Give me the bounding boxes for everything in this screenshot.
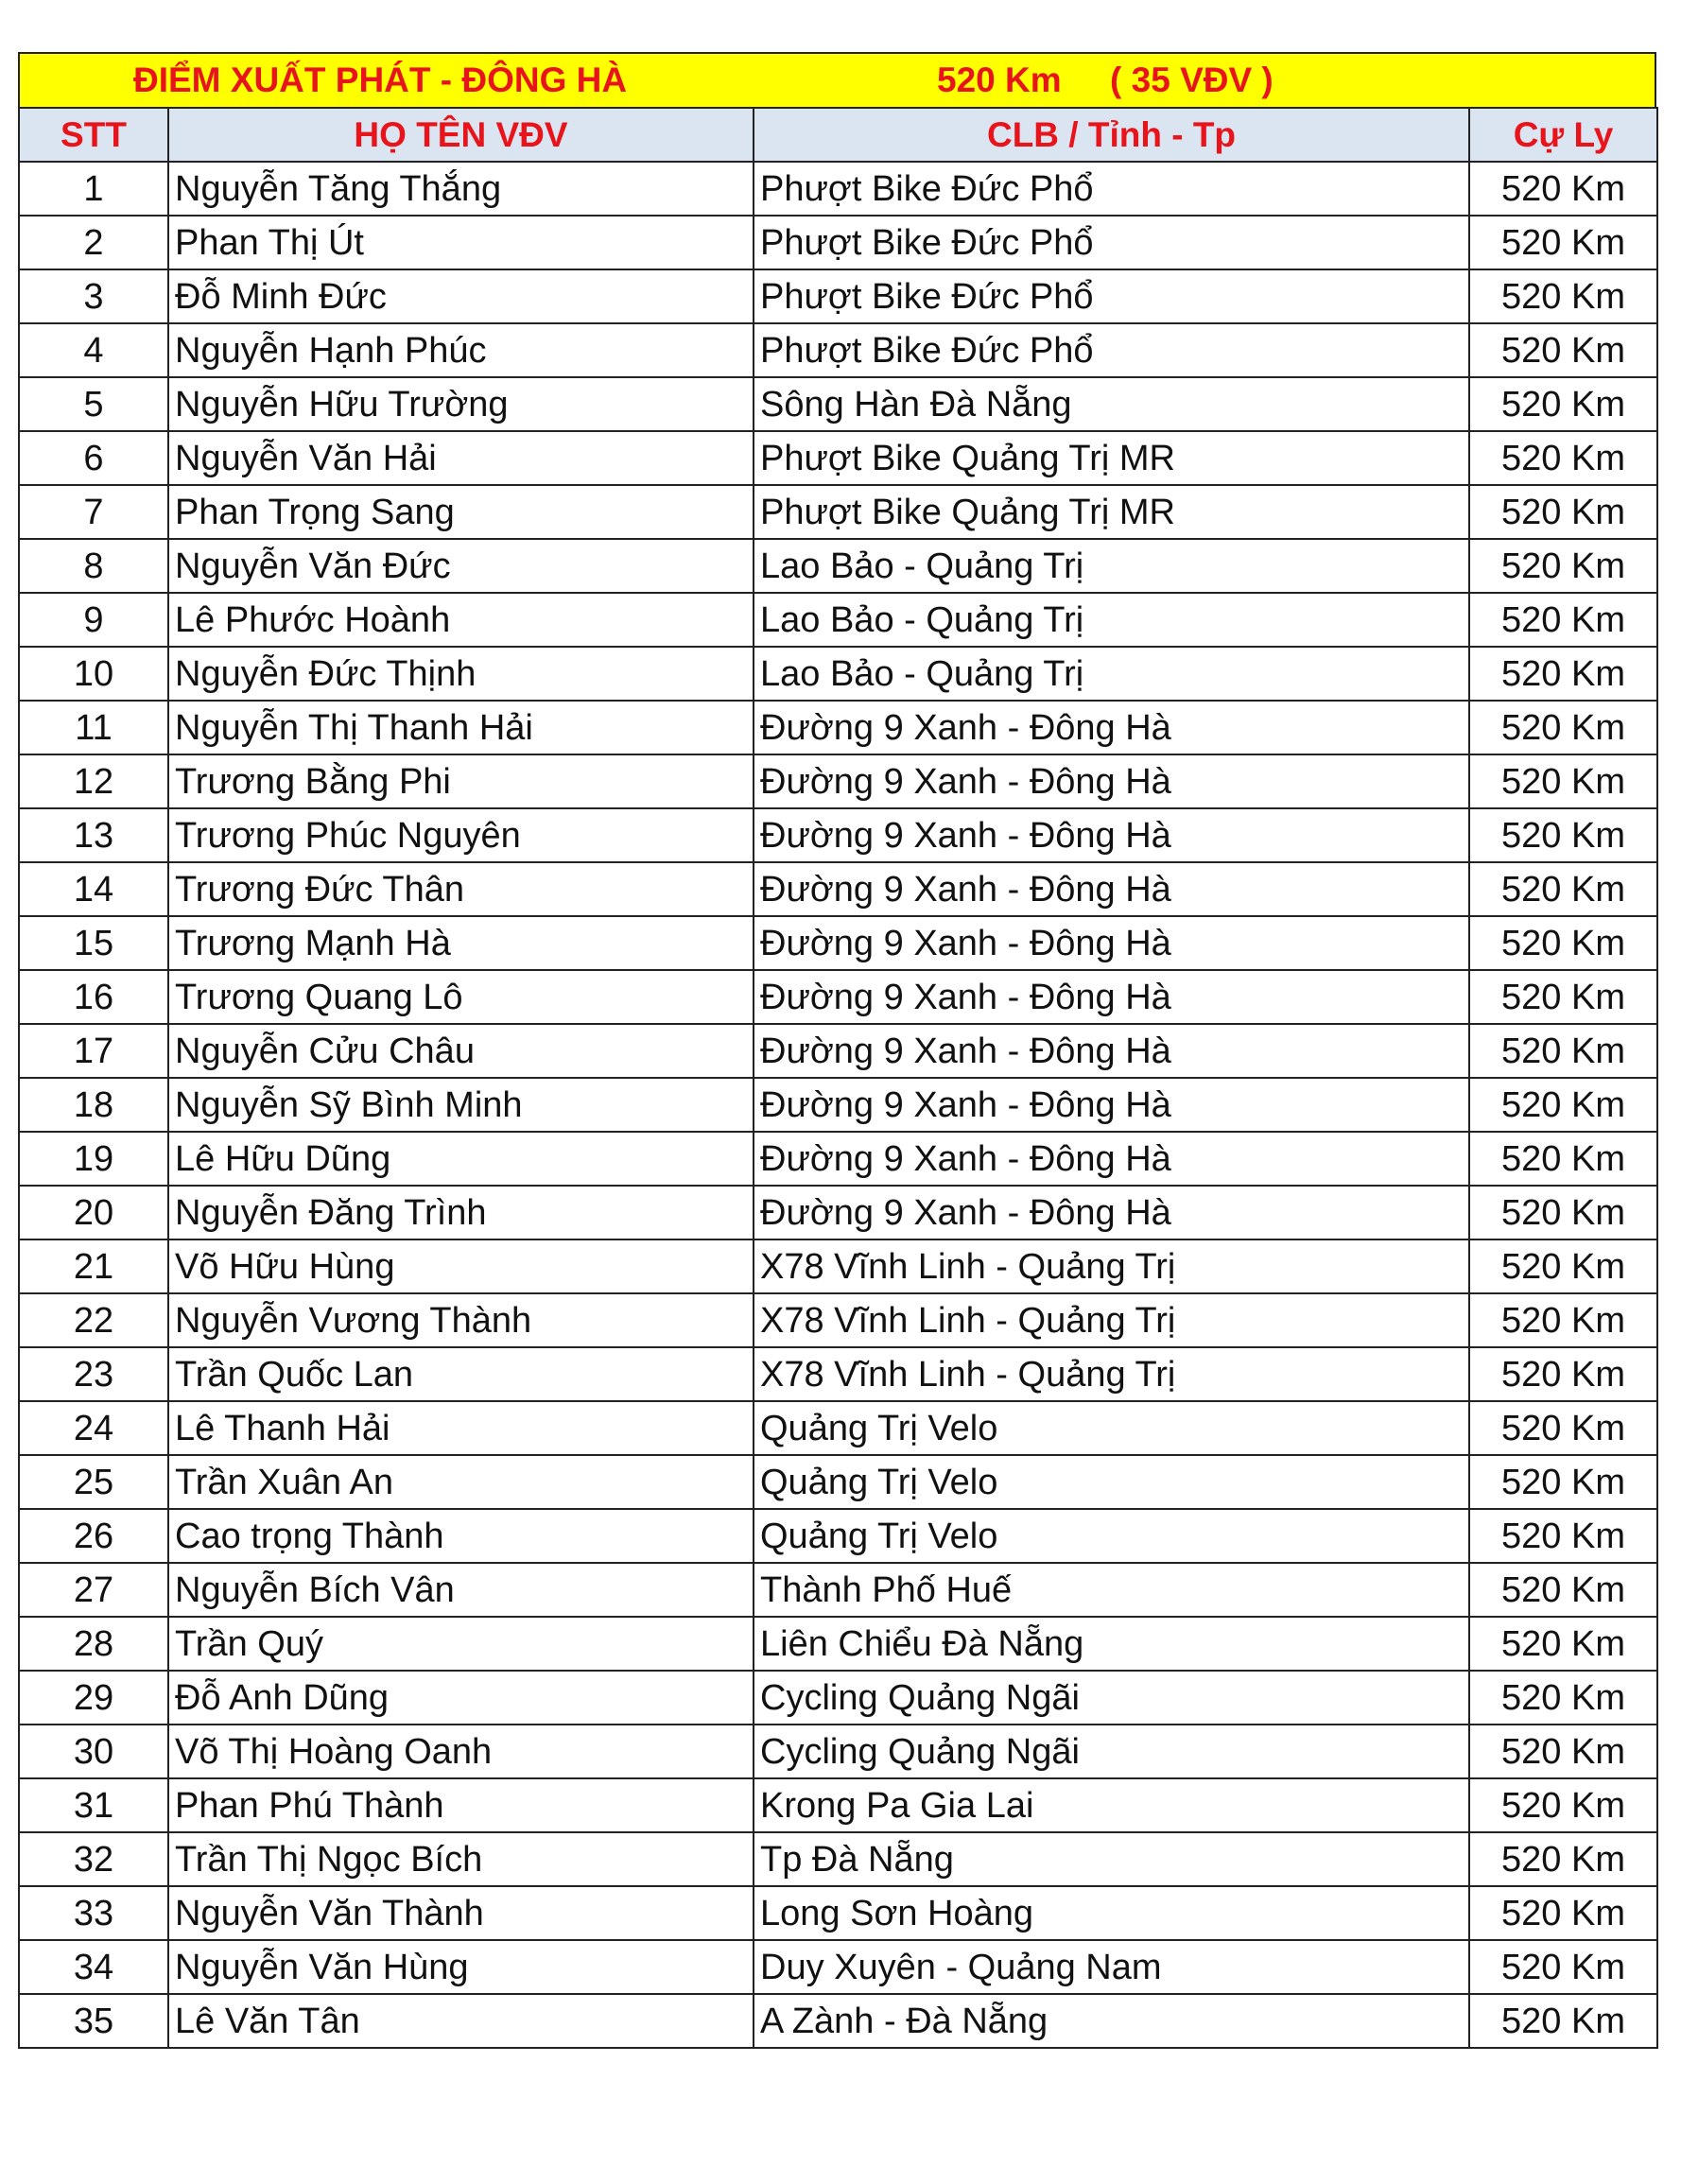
club-name: Đường 9 Xanh - Đông Hà — [754, 808, 1469, 862]
row-stt: 27 — [19, 1563, 168, 1617]
athlete-name: Đỗ Minh Đức — [168, 269, 754, 323]
table-row — [19, 323, 1657, 377]
header-athlete-name: HỌ TÊN VĐV — [168, 108, 754, 162]
club-name: Đường 9 Xanh - Đông Hà — [754, 862, 1469, 916]
athlete-name: Trương Phúc Nguyên — [168, 808, 754, 862]
distance-cell: 520 Km — [1469, 1186, 1657, 1239]
row-stt: 35 — [19, 1994, 168, 2048]
table-row — [19, 970, 1657, 1024]
distance-cell: 520 Km — [1469, 216, 1657, 269]
row-stt: 10 — [19, 647, 168, 701]
distance-cell: 520 Km — [1469, 1671, 1657, 1725]
row-stt: 22 — [19, 1293, 168, 1347]
distance-cell: 520 Km — [1469, 485, 1657, 539]
athlete-name: Phan Phú Thành — [168, 1778, 754, 1832]
row-stt: 32 — [19, 1832, 168, 1886]
distance-cell: 520 Km — [1469, 1994, 1657, 2048]
row-stt: 2 — [19, 216, 168, 269]
club-name: X78 Vĩnh Linh - Quảng Trị — [754, 1239, 1469, 1293]
athlete-name: Võ Thị Hoàng Oanh — [168, 1725, 754, 1778]
club-name: Duy Xuyên - Quảng Nam — [754, 1940, 1469, 1994]
table-row — [19, 162, 1657, 216]
row-stt: 6 — [19, 431, 168, 485]
distance-cell: 520 Km — [1469, 431, 1657, 485]
distance-cell: 520 Km — [1469, 916, 1657, 970]
distance-cell: 520 Km — [1469, 1832, 1657, 1886]
row-stt: 3 — [19, 269, 168, 323]
distance-cell: 520 Km — [1469, 539, 1657, 593]
athlete-name: Lê Thanh Hải — [168, 1401, 754, 1455]
distance-cell: 520 Km — [1469, 377, 1657, 431]
athlete-name: Trương Quang Lô — [168, 970, 754, 1024]
distance-cell: 520 Km — [1469, 1401, 1657, 1455]
athlete-name: Đỗ Anh Dũng — [168, 1671, 754, 1725]
table-row — [19, 647, 1657, 701]
distance-cell: 520 Km — [1469, 1563, 1657, 1617]
distance-cell: 520 Km — [1469, 1617, 1657, 1671]
athlete-name: Lê Văn Tân — [168, 1994, 754, 2048]
club-name: Cycling Quảng Ngãi — [754, 1671, 1469, 1725]
athlete-name: Trần Quý — [168, 1617, 754, 1671]
distance-cell: 520 Km — [1469, 323, 1657, 377]
club-name: Phượt Bike Đức Phổ — [754, 216, 1469, 269]
athlete-name: Nguyễn Tăng Thắng — [168, 162, 754, 216]
club-name: Quảng Trị Velo — [754, 1455, 1469, 1509]
header-stt: STT — [19, 108, 168, 162]
row-stt: 16 — [19, 970, 168, 1024]
club-name: Đường 9 Xanh - Đông Hà — [754, 1078, 1469, 1132]
table-row — [19, 1239, 1657, 1293]
distance-info-title: 520 Km ( 35 VĐV ) — [937, 61, 1274, 99]
distance-cell: 520 Km — [1469, 593, 1657, 647]
distance-cell: 520 Km — [1469, 1509, 1657, 1563]
table-body — [19, 162, 1657, 2048]
table-row — [19, 1024, 1657, 1078]
distance-cell: 520 Km — [1469, 269, 1657, 323]
table-row — [19, 701, 1657, 754]
club-name: Phượt Bike Đức Phổ — [754, 269, 1469, 323]
row-stt: 9 — [19, 593, 168, 647]
club-name: Đường 9 Xanh - Đông Hà — [754, 1024, 1469, 1078]
table-row — [19, 1886, 1657, 1940]
header-club: CLB / Tỉnh - Tp — [754, 108, 1469, 162]
row-stt: 4 — [19, 323, 168, 377]
table-row — [19, 1455, 1657, 1509]
table-row — [19, 1671, 1657, 1725]
club-name: Phượt Bike Đức Phổ — [754, 323, 1469, 377]
row-stt: 23 — [19, 1347, 168, 1401]
athlete-name: Nguyễn Bích Vân — [168, 1563, 754, 1617]
table-row — [19, 1778, 1657, 1832]
club-name: Phượt Bike Quảng Trị MR — [754, 485, 1469, 539]
athlete-name: Nguyễn Đức Thịnh — [168, 647, 754, 701]
row-stt: 20 — [19, 1186, 168, 1239]
club-name: Quảng Trị Velo — [754, 1509, 1469, 1563]
distance-cell: 520 Km — [1469, 1347, 1657, 1401]
start-point-title: ĐIỂM XUẤT PHÁT - ĐÔNG HÀ — [133, 61, 628, 99]
club-name: Đường 9 Xanh - Đông Hà — [754, 1186, 1469, 1239]
table-row — [19, 1725, 1657, 1778]
table-row — [19, 485, 1657, 539]
distance-cell: 520 Km — [1469, 1078, 1657, 1132]
distance-cell: 520 Km — [1469, 701, 1657, 754]
distance-cell: 520 Km — [1469, 862, 1657, 916]
row-stt: 29 — [19, 1671, 168, 1725]
athlete-name: Nguyễn Sỹ Bình Minh — [168, 1078, 754, 1132]
table-row — [19, 1347, 1657, 1401]
table-row — [19, 1940, 1657, 1994]
row-stt: 5 — [19, 377, 168, 431]
distance-cell: 520 Km — [1469, 808, 1657, 862]
club-name: Đường 9 Xanh - Đông Hà — [754, 754, 1469, 808]
table-row — [19, 916, 1657, 970]
distance-cell: 520 Km — [1469, 1024, 1657, 1078]
row-stt: 31 — [19, 1778, 168, 1832]
row-stt: 30 — [19, 1725, 168, 1778]
distance-cell: 520 Km — [1469, 1940, 1657, 1994]
athlete-name: Nguyễn Cửu Châu — [168, 1024, 754, 1078]
table-row — [19, 216, 1657, 269]
row-stt: 13 — [19, 808, 168, 862]
row-stt: 18 — [19, 1078, 168, 1132]
club-name: Lao Bảo - Quảng Trị — [754, 647, 1469, 701]
row-stt: 1 — [19, 162, 168, 216]
athlete-name: Nguyễn Văn Thành — [168, 1886, 754, 1940]
header-distance: Cự Ly — [1469, 108, 1657, 162]
distance-cell: 520 Km — [1469, 1725, 1657, 1778]
table-row — [19, 1994, 1657, 2048]
distance-cell: 520 Km — [1469, 1455, 1657, 1509]
athlete-name: Trương Bằng Phi — [168, 754, 754, 808]
athlete-name: Nguyễn Văn Hải — [168, 431, 754, 485]
athlete-name: Nguyễn Hạnh Phúc — [168, 323, 754, 377]
table-row — [19, 269, 1657, 323]
table-row — [19, 1401, 1657, 1455]
club-name: X78 Vĩnh Linh - Quảng Trị — [754, 1347, 1469, 1401]
row-stt: 21 — [19, 1239, 168, 1293]
club-name: Phượt Bike Quảng Trị MR — [754, 431, 1469, 485]
club-name: Đường 9 Xanh - Đông Hà — [754, 1132, 1469, 1186]
title-bar — [18, 52, 1656, 107]
row-stt: 28 — [19, 1617, 168, 1671]
club-name: Tp Đà Nẵng — [754, 1832, 1469, 1886]
athlete-name: Trần Xuân An — [168, 1455, 754, 1509]
athlete-name: Nguyễn Thị Thanh Hải — [168, 701, 754, 754]
club-name: Sông Hàn Đà Nẵng — [754, 377, 1469, 431]
distance-cell: 520 Km — [1469, 1239, 1657, 1293]
table-row — [19, 1563, 1657, 1617]
row-stt: 11 — [19, 701, 168, 754]
athlete-name: Trần Thị Ngọc Bích — [168, 1832, 754, 1886]
distance-cell: 520 Km — [1469, 647, 1657, 701]
table-row — [19, 862, 1657, 916]
athlete-name: Nguyễn Vương Thành — [168, 1293, 754, 1347]
club-name: Đường 9 Xanh - Đông Hà — [754, 916, 1469, 970]
athlete-name: Trương Đức Thân — [168, 862, 754, 916]
athlete-name: Lê Hữu Dũng — [168, 1132, 754, 1186]
table-row — [19, 808, 1657, 862]
row-stt: 12 — [19, 754, 168, 808]
club-name: Cycling Quảng Ngãi — [754, 1725, 1469, 1778]
roster-sheet — [18, 52, 1656, 2049]
row-stt: 33 — [19, 1886, 168, 1940]
club-name: Đường 9 Xanh - Đông Hà — [754, 701, 1469, 754]
club-name: A Zành - Đà Nẵng — [754, 1994, 1469, 2048]
distance-cell: 520 Km — [1469, 970, 1657, 1024]
table-row — [19, 1132, 1657, 1186]
header-row — [19, 108, 1657, 162]
row-stt: 25 — [19, 1455, 168, 1509]
row-stt: 14 — [19, 862, 168, 916]
row-stt: 17 — [19, 1024, 168, 1078]
row-stt: 24 — [19, 1401, 168, 1455]
club-name: Đường 9 Xanh - Đông Hà — [754, 970, 1469, 1024]
athlete-name: Trần Quốc Lan — [168, 1347, 754, 1401]
table-row — [19, 431, 1657, 485]
athlete-name: Trương Mạnh Hà — [168, 916, 754, 970]
distance-cell: 520 Km — [1469, 1132, 1657, 1186]
table-row — [19, 1078, 1657, 1132]
table-row — [19, 593, 1657, 647]
club-name: Lao Bảo - Quảng Trị — [754, 593, 1469, 647]
distance-cell: 520 Km — [1469, 162, 1657, 216]
club-name: Lao Bảo - Quảng Trị — [754, 539, 1469, 593]
athlete-name: Nguyễn Hữu Trường — [168, 377, 754, 431]
row-stt: 7 — [19, 485, 168, 539]
athlete-name: Cao trọng Thành — [168, 1509, 754, 1563]
table-row — [19, 1617, 1657, 1671]
table-row — [19, 1293, 1657, 1347]
athlete-name: Nguyễn Đăng Trình — [168, 1186, 754, 1239]
club-name: Quảng Trị Velo — [754, 1401, 1469, 1455]
distance-cell: 520 Km — [1469, 1293, 1657, 1347]
table-row — [19, 1509, 1657, 1563]
club-name: Thành Phố Huế — [754, 1563, 1469, 1617]
row-stt: 34 — [19, 1940, 168, 1994]
row-stt: 8 — [19, 539, 168, 593]
athlete-name: Nguyễn Văn Đức — [168, 539, 754, 593]
athlete-name: Võ Hữu Hùng — [168, 1239, 754, 1293]
athlete-name: Lê Phước Hoành — [168, 593, 754, 647]
table-row — [19, 377, 1657, 431]
club-name: Long Sơn Hoàng — [754, 1886, 1469, 1940]
table-row — [19, 1832, 1657, 1886]
distance-cell: 520 Km — [1469, 1886, 1657, 1940]
club-name: X78 Vĩnh Linh - Quảng Trị — [754, 1293, 1469, 1347]
club-name: Phượt Bike Đức Phổ — [754, 162, 1469, 216]
table-row — [19, 1186, 1657, 1239]
row-stt: 15 — [19, 916, 168, 970]
athlete-name: Phan Trọng Sang — [168, 485, 754, 539]
distance-cell: 520 Km — [1469, 754, 1657, 808]
club-name: Liên Chiểu Đà Nẵng — [754, 1617, 1469, 1671]
table-row — [19, 539, 1657, 593]
row-stt: 26 — [19, 1509, 168, 1563]
distance-cell: 520 Km — [1469, 1778, 1657, 1832]
row-stt: 19 — [19, 1132, 168, 1186]
table-row — [19, 754, 1657, 808]
club-name: Krong Pa Gia Lai — [754, 1778, 1469, 1832]
athlete-table — [18, 107, 1658, 2049]
athlete-name: Nguyễn Văn Hùng — [168, 1940, 754, 1994]
athlete-name: Phan Thị Út — [168, 216, 754, 269]
